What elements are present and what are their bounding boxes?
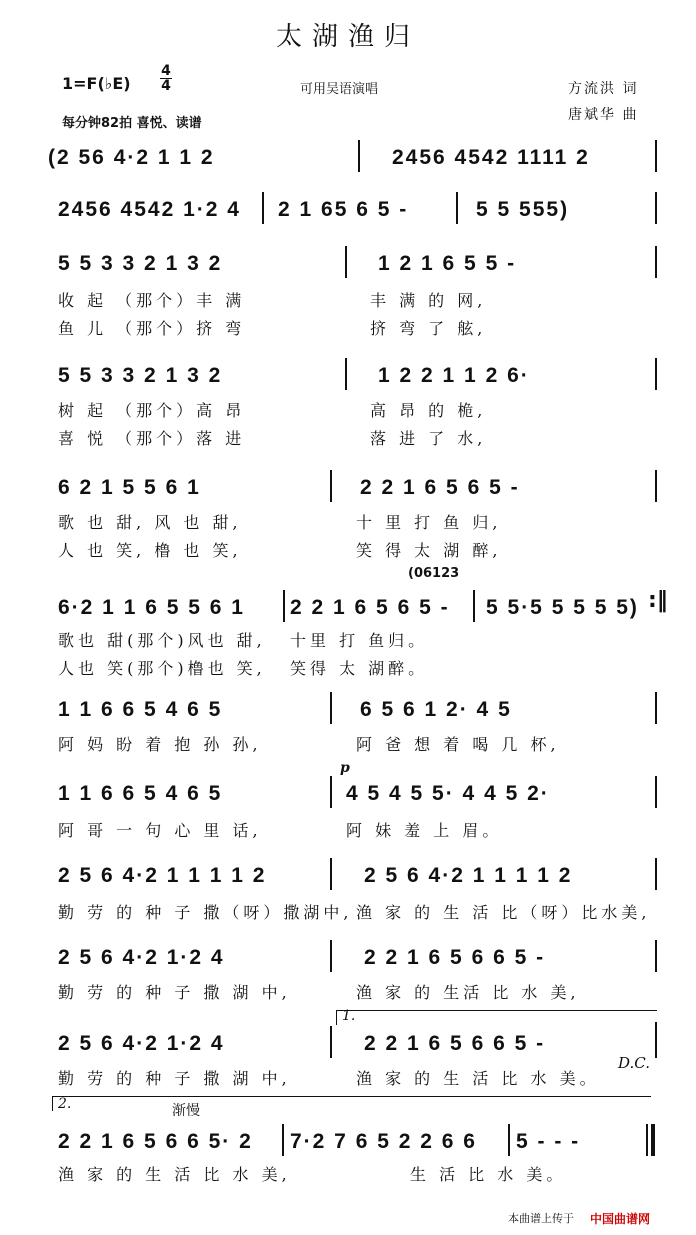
lyric-line: 渔 家 的 生 活 比（呀）比水美, xyxy=(356,903,651,922)
notes-system-1-measure-1: (2 56 4·2 1 1 2 xyxy=(48,146,215,169)
key-signature: 1=F(♭E) xyxy=(62,74,131,93)
site-logo[interactable]: 中国曲谱网 xyxy=(590,1212,651,1226)
lyric-line: 笑得 太 湖醉。 xyxy=(290,659,429,678)
lyric-line: 十 里 打 鱼 归, xyxy=(356,513,502,532)
notes-system-6-measure-1: 6·2 1 1 6 5 5 6 1 xyxy=(58,596,245,619)
notes-system-8-measure-2: 4 5 4 5 5· 4 4 5 2· xyxy=(346,782,550,805)
barline xyxy=(655,470,657,502)
lyric-line: 歌也 甜(那个)风也 甜, xyxy=(58,631,266,650)
notes-system-10-measure-1: 2 5 6 4·2 1·2 4 xyxy=(58,946,225,969)
barline xyxy=(330,1026,332,1058)
lyric-line: 渔 家 的 生活 比 水 美, xyxy=(356,983,580,1002)
notes-system-9-measure-2: 2 5 6 4·2 1 1 1 1 2 xyxy=(364,864,573,887)
lyric-line: 阿 妹 羞 上 眉。 xyxy=(346,821,503,840)
barline xyxy=(456,192,458,224)
notes-system-4-measure-1: 5 5 3 3 2 1 3 2 xyxy=(58,364,223,387)
lyric-line: 挤 弯 了 舷, xyxy=(370,319,487,338)
notes-system-5-measure-1: 6 2 1 5 5 6 1 xyxy=(58,476,201,499)
time-signature: 4 4 xyxy=(161,63,171,94)
notes-system-12-measure-2: 7·2 7 6 5 2 2 6 6 xyxy=(290,1130,477,1153)
notes-system-7-measure-1: 1 1 6 6 5 4 6 5 xyxy=(58,698,223,721)
notes-system-6-measure-2: 2 2 1 6 5 6 5 - xyxy=(290,596,450,619)
barline xyxy=(655,858,657,890)
barline xyxy=(655,692,657,724)
lyric-line: 阿 妈 盼 着 抱 孙 孙, xyxy=(58,735,262,754)
lyric-line: 收 起 （那个）丰 满 xyxy=(58,291,246,310)
barline xyxy=(283,590,285,622)
notes-system-2-measure-1: 2456 4542 1·2 4 xyxy=(58,198,241,221)
composer-credit: 唐斌华 曲 xyxy=(568,107,639,123)
notes-system-1-measure-2: 2456 4542 1111 2 xyxy=(392,146,590,169)
footer-text: 本曲谱上传于 xyxy=(508,1212,574,1225)
notes-system-2-measure-3: 5 5 555) xyxy=(476,198,570,221)
song-title: 太湖渔归 xyxy=(275,22,420,52)
notes-system-3-measure-1: 5 5 3 3 2 1 3 2 xyxy=(58,252,223,275)
bracket-phrase: (06123 xyxy=(408,566,460,581)
barline xyxy=(655,140,657,172)
barline xyxy=(330,692,332,724)
lyric-line: 落 进 了 水, xyxy=(370,429,487,448)
volta-label-1: 1. xyxy=(342,1008,356,1024)
lyric-line: 人 也 笑, 橹 也 笑, xyxy=(58,541,242,560)
lyric-line: 勤 劳 的 种 子 撒 湖 中, xyxy=(58,1069,291,1088)
volta-label-2: 2. xyxy=(58,1096,72,1112)
lyric-line: 勤 劳 的 种 子 撒（呀）撒湖中, xyxy=(58,903,353,922)
notes-system-3-measure-2: 1 2 1 6 5 5 - xyxy=(378,252,517,275)
singing-note: 可用吴语演唱 xyxy=(300,82,379,97)
lyric-line: 渔 家 的 生 活 比 水 美, xyxy=(58,1165,291,1184)
volta-bracket-1 xyxy=(336,1010,657,1025)
barline xyxy=(330,940,332,972)
dynamic-mark: p xyxy=(340,760,350,776)
notes-system-7-measure-2: 6 5 6 1 2· 4 5 xyxy=(360,698,512,721)
notes-system-10-measure-2: 2 2 1 6 5 6 6 5 - xyxy=(364,946,546,969)
barline xyxy=(358,140,360,172)
volta-bracket-2 xyxy=(52,1096,651,1111)
lyric-line: 人也 笑(那个)橹也 笑, xyxy=(58,659,266,678)
notes-system-12-measure-3: 5 - - - xyxy=(516,1130,581,1153)
notes-system-4-measure-2: 1 2 2 1 1 2 6· xyxy=(378,364,530,387)
barline xyxy=(473,590,475,622)
barline xyxy=(655,776,657,808)
lyricist-credit: 方流洪 词 xyxy=(568,81,639,97)
notes-system-5-measure-2: 2 2 1 6 5 6 5 - xyxy=(360,476,520,499)
barline xyxy=(655,246,657,278)
lyric-line: 歌 也 甜, 风 也 甜, xyxy=(58,513,242,532)
lyric-line: 十里 打 鱼归。 xyxy=(290,631,429,650)
lyric-line: 渔 家 的 生 活 比 水 美。 xyxy=(356,1069,600,1088)
barline xyxy=(655,940,657,972)
lyric-line: 阿 爸 想 着 喝 几 杯, xyxy=(356,735,560,754)
tempo-marking: 每分钟82拍 喜悦、读谱 xyxy=(62,116,202,131)
notes-system-2-measure-2: 2 1 65 6 5 - xyxy=(278,198,409,221)
barline xyxy=(345,246,347,278)
notes-system-9-measure-1: 2 5 6 4·2 1 1 1 1 2 xyxy=(58,864,267,887)
final-barline-thick xyxy=(651,1124,655,1156)
lyric-line: 勤 劳 的 种 子 撒 湖 中, xyxy=(58,983,291,1002)
notes-system-8-measure-1: 1 1 6 6 5 4 6 5 xyxy=(58,782,223,805)
barline xyxy=(655,192,657,224)
final-barline-thin xyxy=(646,1124,648,1156)
barline xyxy=(330,858,332,890)
dc-mark: D.C. xyxy=(618,1054,650,1072)
lyric-line: 生 活 比 水 美。 xyxy=(410,1165,567,1184)
barline xyxy=(655,1022,657,1058)
repeat-sign: :‖ xyxy=(648,588,668,613)
barline xyxy=(655,358,657,390)
lyric-line: 鱼 儿 （那个）挤 弯 xyxy=(58,319,246,338)
lyric-line: 树 起 （那个）高 昂 xyxy=(58,401,246,420)
notes-system-11-measure-2: 2 2 1 6 5 6 6 5 - xyxy=(364,1032,546,1055)
lyric-line: 丰 满 的 网, xyxy=(370,291,487,310)
lyric-line: 高 昂 的 桅, xyxy=(370,401,487,420)
lyric-line: 阿 哥 一 句 心 里 话, xyxy=(58,821,262,840)
barline xyxy=(262,192,264,224)
notes-system-6-measure-3: 5 5·5 5 5 5 5) xyxy=(486,596,639,619)
lyric-line: 笑 得 太 湖 醉, xyxy=(356,541,502,560)
barline xyxy=(345,358,347,390)
barline xyxy=(508,1124,510,1156)
barline xyxy=(330,776,332,808)
notes-system-12-measure-1: 2 2 1 6 5 6 6 5· 2 xyxy=(58,1130,253,1153)
lyric-line: 喜 悦 （那个）落 进 xyxy=(58,429,246,448)
tempo-change-mark: 渐慢 xyxy=(172,1103,200,1119)
barline xyxy=(282,1124,284,1156)
barline xyxy=(330,470,332,502)
notes-system-11-measure-1: 2 5 6 4·2 1·2 4 xyxy=(58,1032,225,1055)
